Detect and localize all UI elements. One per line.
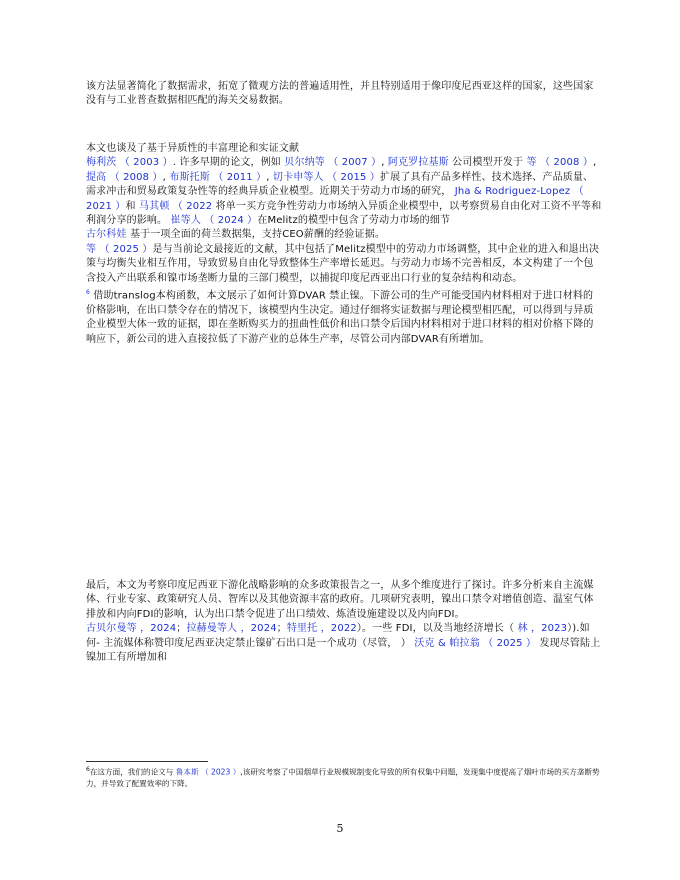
- sentence: 将单一买方竞争性劳动力市场纳入异质企业模型中，以考察贸易自由化对工资不平等和利润分享的影响。: [86, 200, 602, 227]
- sentence: ）).如何- 主流媒体称赞印度尼西亚决定禁止镍矿石出口是一个成功（尽管， ）: [86, 623, 590, 649]
- citation-link[interactable]: 崔等人 （ 2024 ）: [170, 215, 258, 227]
- citation-link[interactable]: 贝尔纳等 （ 2007 ）: [284, 157, 382, 169]
- citation-link[interactable]: 拉赫曼等人 ，2024: [186, 623, 277, 635]
- sentence: 基于一项全面的荷兰数据集，支持CEO薪酬的经验证据。: [126, 229, 386, 241]
- paragraph-literature: [86, 142, 602, 347]
- sentence: 发现尽管陆上镍加工有所增加和: [86, 637, 601, 664]
- footnote-divider: [86, 761, 208, 762]
- sentence: 扩展了具有产品多样性、技术选择、产品质量、需求冲击和贸易政策复杂性等的经典异质企业模型。近期关于劳动力市场的研究，: [86, 171, 594, 198]
- citation-link[interactable]: 布斯托斯 （ 2011 ）: [169, 171, 267, 183]
- citation-link[interactable]: 梅利茨 （ 2003 ）: [86, 157, 173, 169]
- sentence: ,该研究考察了中国烟草行业规模规制变化导致的所有权集中问题，发现集中度提高了烟叶市场的买方垄断势力，并导致了配置效率的下降。: [86, 767, 600, 788]
- sentence: 借助translog本构函数，本文展示了如何计算DVAR 禁止镍。下游公司的生产可能受国内材料相对于进口材料的价格影响，在出口禁令存在的情况下，该模型内生决定。通过仔细将实证数据与理论模型相匹配，可以得到与异质企业模型大体一致的证据，即在垄断购买力的扭曲性低价和出口禁令后国内材料相对于进口材料的相对价格下降的响应下，新公司的进入直接拉低了下游产业的总体生产率，尽管公司内部DVAR有所增加。: [86, 290, 594, 345]
- citation-link[interactable]: 鲁本斯 （ 2023 ）: [175, 767, 241, 777]
- sentence: 在这方面，我们的论文与: [89, 767, 176, 777]
- sentence: 公司模型开发于: [448, 157, 527, 169]
- citation-link[interactable]: 沃克 & 帕拉翁 （ 2025 ）: [414, 637, 537, 649]
- sentence: ,: [593, 157, 597, 169]
- sentence: 在Melitz的模型中包含了劳动力市场的细节: [257, 215, 451, 227]
- sentence: . 许多早期的论文，例如: [172, 157, 285, 169]
- sentence: ；: [276, 623, 287, 635]
- sentence: 本文也谈及了基于异质性的丰富理论和实证文献: [86, 143, 300, 154]
- citation-link[interactable]: Jha & Rodriguez-Lopez （ 2021 ）: [86, 186, 584, 212]
- sentence: ；: [176, 623, 187, 635]
- citation-link[interactable]: 马其顿 （ 2022: [139, 200, 213, 212]
- sentence: 最后，本文为考察印度尼西亚下游化战略影响的众多政策报告之一，从多个维度进行了探讨。许多分析来自主流媒体、行业专家、政策研究人员、智库以及其他资源丰富的政府。几项研究表明，镍出口禁令对增值创造、温室气体排放和内向FDI的影响，认为出口禁令促进了出口绩效、炼渣设施建设以及内向FDI。: [86, 580, 594, 620]
- sentence: ）。一些 FDI，以及当地经济增长（: [356, 623, 518, 635]
- paragraph-policy: [86, 579, 602, 665]
- sentence: ,: [162, 171, 170, 183]
- sentence: 是与当前论文最接近的文献，其中包括了Melitz模型中的劳动力市场调整，其中企业的进入和退出决策与均衡失业相互作用，导致贸易自由化导致整体生产率增长延迟。与劳动力市场不完善相反，本文构建了一个包含投入产出联系和镍市场垄断力量的三部门模型，以捕捉印度尼西亚出口行业的复杂结构和动态。: [86, 243, 600, 284]
- footnote-ref-link[interactable]: 6: [86, 289, 90, 297]
- sentence: ,: [266, 171, 273, 183]
- footnote-marker: 6: [86, 766, 90, 773]
- citation-link[interactable]: 提高 （ 2008 ）: [86, 171, 163, 183]
- citation-link[interactable]: 等 （ 2008 ）: [526, 157, 594, 169]
- citation-link[interactable]: 切卡申等人 （ 2015 ）: [272, 171, 381, 183]
- paragraph-intro: 该方法显著简化了数据需求，拓宽了微观方法的普遍适用性，并且特别适用于像印度尼西亚这样的国家，这些国家没有与工业普查数据相匹配的海关交易数据。: [86, 81, 594, 107]
- citation-link[interactable]: 古贝尔曼等 ，2024: [86, 623, 177, 635]
- sentence: 和: [125, 200, 140, 212]
- citation-link[interactable]: 林 ，2023: [517, 623, 568, 635]
- citation-link[interactable]: 等 （ 2025 ）: [86, 243, 153, 255]
- footnote: [86, 764, 602, 789]
- citation-link[interactable]: 古尔科娃: [86, 229, 127, 241]
- citation-link[interactable]: 特里托 ，2022: [286, 623, 357, 635]
- citation-link[interactable]: 阿克罗拉基斯: [387, 157, 449, 169]
- sentence: ,: [381, 157, 388, 169]
- page-number: 5: [336, 822, 344, 835]
